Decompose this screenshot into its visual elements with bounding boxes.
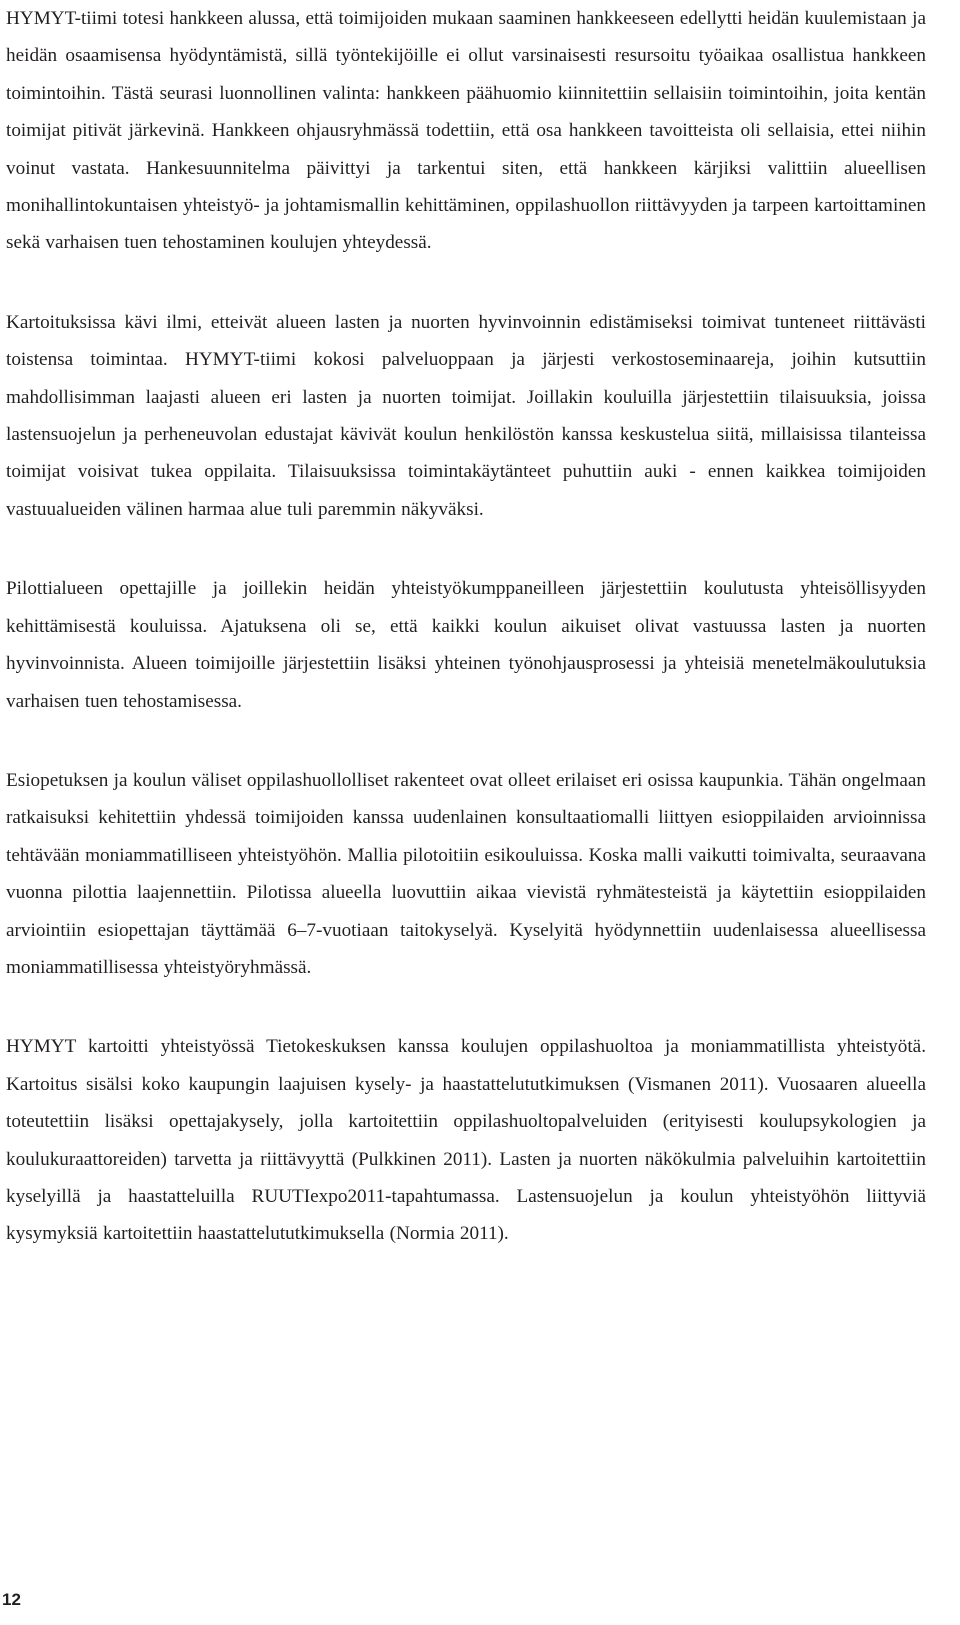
paragraph-5: HYMYT kartoitti yhteistyössä Tietokeskuksen kanssa koulujen oppilashuoltoa ja moniammatillista yhteistyötä. Kartoitus sisälsi koko kaupungin laajuisen kysely- ja haastattelututkimuksen (Vismanen 2011). Vuosaaren alueella toteutettiin lisäksi opettajakysely, jolla kartoitettiin oppilashuoltopalveluiden (erityisesti koulupsykologien ja koulukuraattoreiden) tarvetta ja riittävyyttä (Pulkkinen 2011). Lasten ja nuorten näkökulmia palveluihin kartoitettiin kyselyillä ja haastatteluilla RUUTIexpo2011-tapahtumassa. Lastensuojelun ja koulun yhteistyöhön liittyviä kysymyksiä kartoitettiin haastattelututkimuksella (Normia 2011). xyxy=(6,1036,926,1245)
paragraph-3: Pilottialueen opettajille ja joillekin heidän yhteistyökumppaneilleen järjestettiin koulutusta yhteisöllisyyden kehittämisestä kouluissa. Ajatuksena oli se, että kaikki koulun aikuiset olivat vastuussa lasten ja nuorten hyvinvoinnista. Alueen toimijoille järjestettiin lisäksi yhteinen työnohjausprosessi ja yhteisiä menetelmäkoulutuksia varhaisen tuen tehostamisessa. xyxy=(6,578,926,712)
page-number: 12 xyxy=(2,1590,21,1609)
paragraph-2: Kartoituksissa kävi ilmi, etteivät alueen lasten ja nuorten hyvinvoinnin edistämiseksi toimivat tunteneet riittävästi toistensa toimintaa. HYMYT-tiimi kokosi palveluoppaan ja järjesti verkostoseminaareja, joihin kutsuttiin mahdollisimman laajasti alueen eri lasten ja nuorten toimijat. Joillakin kouluilla järjestettiin tilaisuuksia, joissa lastensuojelun ja perheneuvolan edustajat kävivät koulun henkilöstön kanssa keskustelua siitä, millaisissa tilanteissa toimijat voisivat tukea oppilaita. Tilaisuuksissa toimintakäytänteet puhuttiin auki - ennen kaikkea toimijoiden vastuualueiden välinen harmaa alue tuli paremmin näkyväksi. xyxy=(6,311,926,520)
paragraph-1: HYMYT-tiimi totesi hankkeen alussa, että toimijoiden mukaan saaminen hankkeeseen edellytti heidän kuulemistaan ja heidän osaamisensa hyödyntämistä, sillä työntekijöille ei ollut varsinaisesti resursoitu työaikaa osallistua hankkeen toimintoihin. Tästä seurasi luonnollinen valinta: hankkeen päähuomio kiinnitettiin sellaisiin toimintoihin, joita kentän toimijat pitivät järkevinä. Hankkeen ohjausryhmässä todettiin, että osa hankkeen tavoitteista oli sellaisia, ettei niihin voinut vastata. Hankesuunnitelma päivittyi ja tarkentui siten, että hankkeen kärjiksi valittiin alueellisen monihallintokuntaisen yhteistyö- ja johtamismallin kehittäminen, oppilashuollon riittävyyden ja tarpeen kartoittaminen sekä varhaisen tuen tehostaminen koulujen yhteydessä. xyxy=(6,8,926,254)
paragraph-4: Esiopetuksen ja koulun väliset oppilashuollolliset rakenteet ovat olleet erilaiset eri osissa kaupunkia. Tähän ongelmaan ratkaisuksi kehitettiin yhdessä toimijoiden kanssa uudenlainen konsultaatiomalli liittyen esioppilaiden arvioinnissa tehtävään moniammatilliseen yhteistyöhön. Mallia pilotoitiin esikouluissa. Koska malli vaikutti toimivalta, seuraavana vuonna pilottia laajennettiin. Pilotissa alueella luovuttiin aikaa vievistä ryhmätesteistä ja käytettiin esioppilaiden arviointiin esiopettajan täyttämää 6–7-vuotiaan taitokyselyä. Kyselyitä hyödynnettiin uudenlaisessa alueellisessa moniammatillisessa yhteistyöryhmässä. xyxy=(6,769,926,978)
document-page xyxy=(6,0,926,1295)
